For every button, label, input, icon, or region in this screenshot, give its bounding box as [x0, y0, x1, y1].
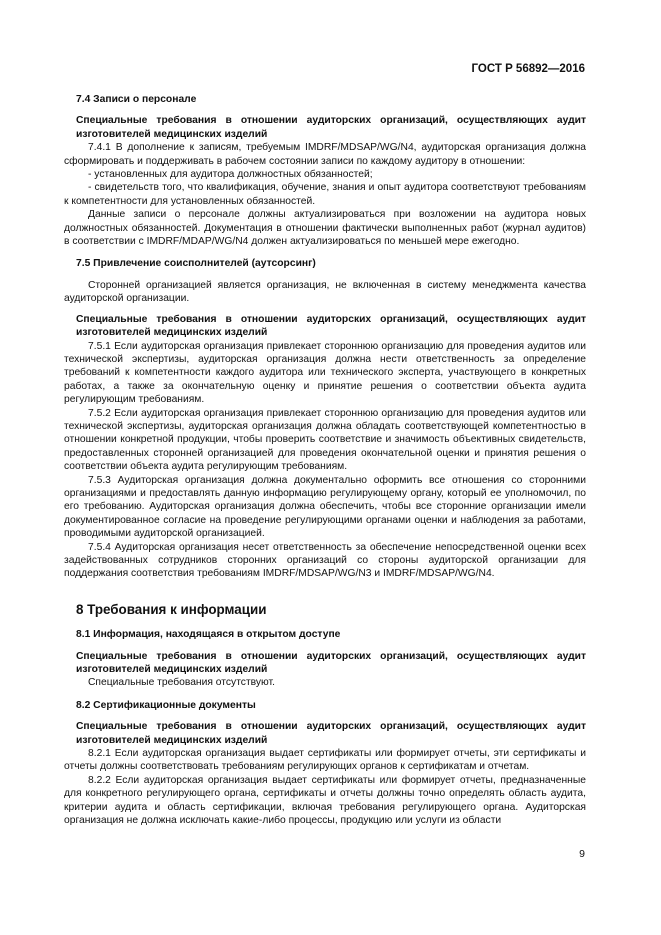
paragraph: Специальные требования отсутствуют.: [88, 677, 275, 689]
section-7-4-title: 7.4 Записи о персонале: [76, 94, 197, 105]
paragraph-7-4-1: 7.4.1 В дополнение к записям, требуемым IMDRF/MDSAP/WG/N4, аудиторская организация должна сформировать и поддерживать в рабочем состоянии записи по каждому аудитору в отношении:: [64, 142, 586, 167]
section-8-2-title: 8.2 Сертификационные документы: [76, 699, 256, 711]
page-content: [64, 93, 586, 828]
section-8-1-title: 8.1 Информация, находящаяся в открытом доступе: [76, 629, 341, 641]
paragraph: Данные записи о персонале должны актуализироваться при возложении на аудитора новых должностных обязанностей. Документация в отношении фактически выполненных работ (журнал аудитов) в соответствии с IMDRF/MDAP/WG/N4 должен актуализироваться по меньшей мере ежегодно.: [64, 209, 586, 248]
standard-code: ГОСТ Р 56892—2016: [471, 63, 585, 75]
paragraph-8-2-2: 8.2.2 Если аудиторская организация выдает сертификаты или формирует отчеты, предназначенные для конкретного регулирующего органа, сертификаты и отчеты должны точно определять область аудита, критерии аудита и область сертификации, включая требования регулирующего органа. Аудиторская организация не должна исключать какие-либо процессы, продукцию или услуги из области: [64, 774, 586, 827]
special-requirements-heading: Специальные требования в отношении аудиторских организаций, осуществляющих аудит изготовителей медицинских изделий: [76, 313, 586, 339]
chapter-8-title: 8 Требования к информации: [76, 601, 267, 617]
paragraph-8-2-1: 8.2.1 Если аудиторская организация выдает сертификаты или формирует отчеты, эти сертификаты и отчеты должны соответствовать требованиям регулирующих органов к сертификатам и отчетам.: [64, 748, 586, 773]
list-item: - свидетельств того, что квалификация, обучение, знания и опыт аудитора соответствуют требованиям к компетентности для установленных обязанностей.: [64, 182, 586, 207]
paragraph-7-5-3: 7.5.3 Аудиторская организация должна документально оформить все отношения со сторонними организациями и предоставлять данную информацию регулирующему органу, который ее уполномочил, по его требованию. Аудиторская организация должна обеспечить, чтобы все сторонние организации имели документированное согласие на проведение регулирующими органами оценки и наблюдения за работами, проводимыми аудиторской организацией.: [64, 474, 586, 540]
section-7-5-title: 7.5 Привлечение соисполнителей (аутсорсинг): [76, 258, 316, 270]
page-number: 9: [579, 848, 585, 860]
paragraph-7-5-4: 7.5.4 Аудиторская организация несет ответственность за обеспечение непосредственной оценки всех задействованных сотрудников сторонних организаций со стороны аудиторской организации для поддержания соответствия требованиям IMDRF/MDSAP/WG/N3 и IMDRF/MDSAP/WG/N4.: [64, 541, 586, 580]
paragraph-7-5-2: 7.5.2 Если аудиторская организация привлекает стороннюю организацию для проведения аудитов или технической экспертизы, аудиторская организация должна обладать соответствующей компетентностью в отношении конкретной продукции, чтобы проверить соответствие и значимость объективных свидетельств, предоставленных сторонней организацией для проведения окончательной оценки и принятия решения о соответствии объекта аудита регулирующим требованиям.: [64, 407, 586, 473]
special-requirements-heading: Специальные требования в отношении аудиторских организаций, осуществляющих аудит изготовителей медицинских изделий: [76, 115, 586, 140]
paragraph: Сторонней организацией является организация, не включенная в систему менеджмента качества аудиторской организации.: [64, 279, 586, 305]
paragraph-7-5-1: 7.5.1 Если аудиторская организация привлекает стороннюю организацию для проведения аудитов или технической экспертизы, аудиторская организация должна нести ответственность за определение требований к компетентности каждого аудитора или технического эксперта, участвующего в конкретных работах, а также за окончательную оценку и принятие решения о соответствии объекта аудита регулирующим требованиям.: [64, 340, 586, 406]
special-requirements-heading: Специальные требования в отношении аудиторских организаций, осуществляющих аудит изготовителей медицинских изделий: [76, 721, 586, 746]
list-item: - установленных для аудитора должностных обязанностей;: [88, 169, 373, 181]
special-requirements-heading: Специальные требования в отношении аудиторских организаций, осуществляющих аудит изготовителей медицинских изделий: [76, 650, 586, 676]
